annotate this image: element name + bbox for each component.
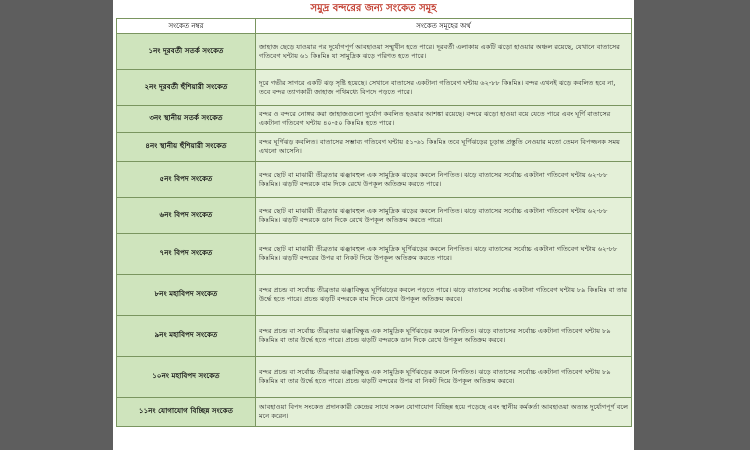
signal-description: বন্দর প্রচন্ড বা সর্বোচ্চ তীব্রতার ঝঞ্ঝাবিক্ষুব্ধ এক সামুদ্রিক ঘূর্ণিঝড়ের কবলে নিপতিত। ঝড়ে বাতাসের সর্বোচ্চ একটানা গতিবেগ ঘন্টায় ৮৯ কিঃমিঃ বা তার উর্দ্ধে হতে পারে। প্রচন্ড ঝড়টি বন্দরকে ডান দিকে রেখে উপকূল অতিক্রম করবে। [256, 316, 632, 357]
table-row [117, 70, 632, 106]
table-row [117, 162, 632, 198]
signal-description: বন্দর প্রচন্ড বা সর্বোচ্চ তীব্রতার ঝঞ্ঝাবিক্ষুব্ধ এক সামুদ্রিক ঘূর্ণিঝড়ের কবলে নিপতিত। ঝড়ে বাতাসের সর্বোচ্চ একটানা গতিবেগ ঘন্টায় ৮৯ কিঃমিঃ বা তার উর্দ্ধে হতে পারে। প্রচন্ড ঝড়টি বন্দরের উপর বা নিকট দিয়ে উপকূল অতিক্রম করবে। [256, 357, 632, 398]
signal-description: জাহাজ ছেড়ে যাওয়ার পর দুর্যোগপূর্ণ আবহাওয়া সম্মুখীন হতে পারে। দূরবর্তী এলাকায় একটি ঝড়ো হাওয়ার অঞ্চল রয়েছে, যেখানে বাতাসের গতিবেগ ঘন্টায় ৬১ কিঃমিঃ যা সামুদ্রিক ঝড়ে পরিণত হতে পারে। [256, 34, 632, 70]
table-row [117, 198, 632, 234]
signal-description: বন্দর প্রচন্ড বা সর্বোচ্চ তীব্রতার ঝঞ্ঝাবিক্ষুব্ধ ঘূর্ণিঝড়ের কবলে পড়তে পারে। ঝড়ে বাতাসের সর্বোচ্চ একটানা গতিবেগ ঘন্টায় ৮৯ কিঃমিঃ বা তার উর্দ্ধে হতে পারে। প্রচন্ড ঝড়টি বন্দরকে বাম দিকে রেখে উপকূল অতিক্রম করবে। [256, 275, 632, 316]
table-row [117, 316, 632, 357]
table-row [117, 398, 632, 427]
signal-name: ১০নং মহাবিপদ সংকেত [117, 357, 256, 398]
signal-description: বন্দর ছোট বা মাঝারী তীব্রতার ঝঞ্ঝাবহুল এক সামুদ্রিক ঝড়ের কবলে নিপতিত। ঝড়ে বাতাসের সর্বোচ্চ একটানা গতিবেগ ঘন্টায় ৬২-৮৮ কিঃমিঃ। ঝড়টি বন্দরকে ডান দিকে রেখে উপকূল অতিক্রম করতে পারে। [256, 198, 632, 234]
header-signal-meaning: সংকেত সমূহের অর্থ [256, 19, 632, 34]
table-row [117, 275, 632, 316]
signal-name: ৯নং মহাবিপদ সংকেত [117, 316, 256, 357]
document-page [113, 0, 634, 450]
signal-name: ১নং দূরবর্তী সতর্ক সংকেত [117, 34, 256, 70]
signal-name: ৬নং বিপদ সংকেত [117, 198, 256, 234]
signal-name: ১১নং যোগাযোগ বিচ্ছিন্ন সংকেত [117, 398, 256, 427]
signal-description: বন্দর ছোট বা মাঝারী তীব্রতার ঝঞ্ঝাবহুল এক সামুদ্রিক ঘূর্ণিঝড়ের কবলে নিপতিত। ঝড়ে বাতাসের সর্বোচ্চ একটানা গতিবেগ ঘন্টায় ৬২-৮৮ কিঃমিঃ। ঝড়টি বন্দরের উপর বা নিকট দিয়ে উপকূল অতিক্রম করতে পারে। [256, 234, 632, 275]
table-header-row [117, 19, 632, 34]
table-row [117, 106, 632, 133]
table-row [117, 357, 632, 398]
signal-name: ৭নং বিপদ সংকেত [117, 234, 256, 275]
page-title: সমুদ্র বন্দরের জন্য সংকেত সমূহ [310, 3, 437, 14]
signal-description: বন্দর ও বন্দরে নোঙ্গর করা জাহাজগুলো দুর্যোগ কবলিত হওয়ার আশঙ্কা রয়েছে। বন্দরে ঝড়ো হাওয়া বয়ে যেতে পারে এবং ঘূর্ণি বাতাসের একটানা গতিবেগ ঘন্টায় ৪০-৫০ কিঃমিঃ হতে পারে। [256, 106, 632, 133]
table-row [117, 234, 632, 275]
signal-description: বন্দর ঘূর্ণিঝড় কবলিত। বাতাসের সম্ভাব্য গতিবেগ ঘন্টায় ৫১-৬১ কিঃমিঃ তবে ঘূর্ণিঝড়ের চূড়ান্ত প্রস্তুতি নেওয়ার মতো তেমন বিপজ্জনক সময় এখনো আসেনি। [256, 133, 632, 162]
signal-name: ৮নং মহাবিপদ সংকেত [117, 275, 256, 316]
header-signal-number: সংকেত নম্বর [117, 19, 256, 34]
signal-description: আবহাওয়া বিপদ সংকেত প্রদানকারী কেন্দ্রের সাথে সকল যোগাযোগ বিচ্ছিন্ন হয়ে পড়েছে এবং স্থানীয় কর্মকর্তা আবহাওয়া অত্যন্ত দুর্যোগপূর্ণ বলে মনে করেন। [256, 398, 632, 427]
signal-name: ২নং দূরবর্তী হুঁশিয়ারী সংকেত [117, 70, 256, 106]
signal-description: বন্দর ছোট বা মাঝারী তীব্রতার ঝঞ্ঝাবহুল এক সামুদ্রিক ঝড়ের কবলে নিপতিত। ঝড়ে বাতাসের সর্বোচ্চ একটানা গতিবেগ ঘন্টায় ৬২-৮৮ কিঃমিঃ। ঝড়টি বন্দরকে বাম দিকে রেখে উপকূল অতিক্রম করতে পারে। [256, 162, 632, 198]
signal-name: ৫নং বিপদ সংকেত [117, 162, 256, 198]
signal-name: ৩নং স্থানীয় সতর্ক সংকেত [117, 106, 256, 133]
signal-table [116, 18, 632, 427]
signal-description: দূরে গভীর সাগরে একটি ঝড় সৃষ্টি হয়েছে। সেখানে বাতাসের একটানা গতিবেগ ঘন্টায় ৬২-৮৮ কিঃমিঃ। বন্দর এখনই ঝড়ে কবলিত হবে না, তবে বন্দর ত্যাগকারী জাহাজ পথিমধ্যে বিপদে পড়তে পারে। [256, 70, 632, 106]
table-row [117, 34, 632, 70]
signal-name: ৪নং স্থানীয় হুঁশিয়ারী সংকেত [117, 133, 256, 162]
table-row [117, 133, 632, 162]
